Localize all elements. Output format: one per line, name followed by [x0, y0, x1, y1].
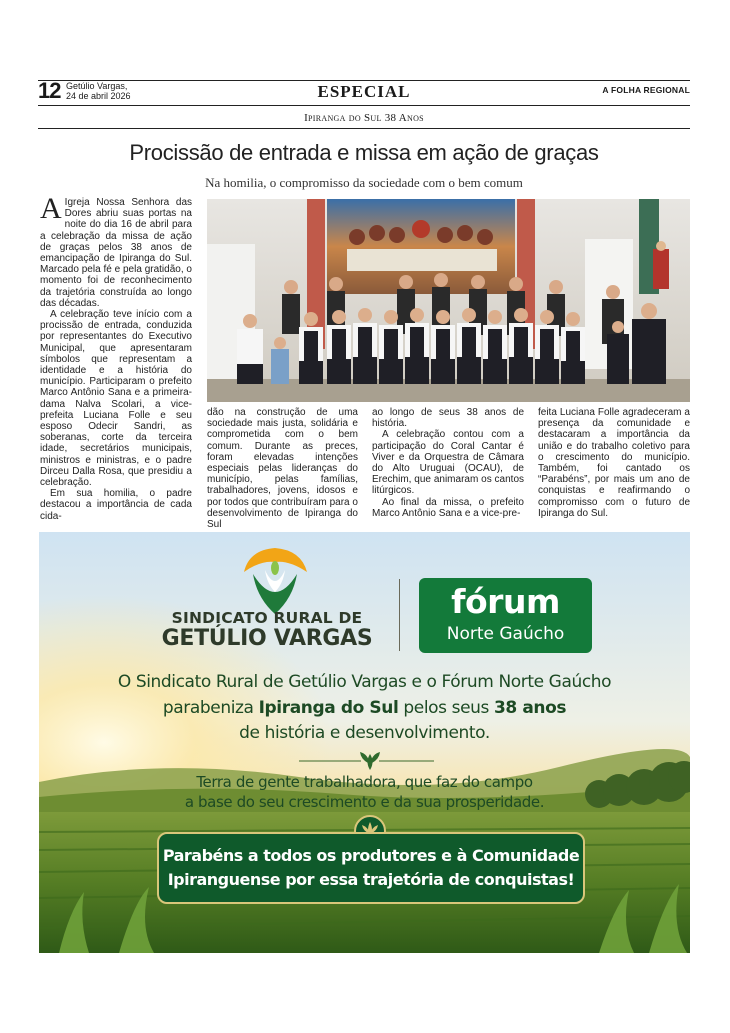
- article-column-4: [538, 407, 690, 519]
- paragraph: A celebração contou com a participação do Coral Cantar é Viver e da Orquestra de Câmara do Alto Uruguai (OCAU), de Erechim, que animaram os cantos litúrgicos.: [372, 429, 524, 497]
- article-subheadline: Na homilia, o compromisso da sociedade com o bem comum: [205, 175, 523, 190]
- sindicato-name-line2: GETÚLIO VARGAS: [161, 626, 373, 651]
- ad-congratulations-banner: [157, 832, 585, 904]
- newspaper-name: A FOLHA REGIONAL: [602, 85, 690, 95]
- article-column-1: [40, 192, 192, 522]
- page-header: [38, 80, 690, 104]
- article-headline: Procissão de entrada e missa em ação de graças: [129, 140, 599, 165]
- ad-text-line2: parabeniza Ipiranga do Sul pelos seus 38 anos: [162, 698, 567, 718]
- ad-text-line1: O Sindicato Rural de Getúlio Vargas e o Fórum Norte Gaúcho: [117, 672, 612, 692]
- paragraph: ao longo de seus 38 anos de história.: [372, 407, 524, 430]
- paragraph: dão na construção de uma sociedade mais justa, solidária e comprometida com o bem comum. Durante as preces, foram elevadas intenções especiais pelas lideranças do município, pelas famílias, trabalhadores, jovens, idosos e por todos que contribuíram para o desenvolvimento de Ipiranga do Sul: [207, 407, 358, 531]
- ad-text-line5: a base do seu crescimento e da sua prosperidade.: [184, 793, 545, 811]
- paragraph: Em sua homilia, o padre destacou a importância de cada cida-: [40, 488, 192, 522]
- paragraph: A celebração teve início com a procissão de entrada, conduzida por representantes do Executivo Municipal, que apresentaram símbolos que representam a identidade e a história do município. Participaram o prefeito Marco Antônio Sana e a primeira-dama Nalva Scolari, a vice-prefeita Luciana Folle e seu esposo Odecir Sandri, as soberanas, corte da terceira idade, secretários municipais, ministros e ministras, e o padre Dirceu Dalla Rosa, que presidiu a celebração.: [40, 309, 192, 489]
- subsection-title: Ipiranga do Sul 38 Anos: [304, 112, 424, 124]
- paragraph: feita Luciana Folle agradeceram a presença da comunidade e destacaram a importância da união e do trabalho coletivo para o crescimento do município. Também, foi cantado os “Parabéns”, por mais um ano de conquistas e reafirmando o compromisso com o futuro de Ipiranga do Sul.: [538, 407, 690, 519]
- banner-line2: Ipiranguense por essa trajetória de conquistas!: [167, 870, 575, 889]
- forum-logo: [419, 578, 592, 653]
- advertisement-sindicato-forum: [39, 532, 690, 953]
- header-date: 24 de abril 2026: [66, 91, 131, 101]
- article-column-2: [207, 407, 358, 530]
- logo-divider: [399, 579, 400, 651]
- paragraph: A Igreja Nossa Senhora das Dores abriu suas portas na noite do dia 16 de abril para a celebração da missa de ação de graças pelos 38 anos de emancipação de Ipiranga do Sul. Marcado pela fé e pela gratidão, o momento foi de reconhecimento da trajetória construída ao longo das décadas.: [40, 192, 192, 309]
- ad-text-line3: de história e desenvolvimento.: [239, 723, 490, 743]
- page-number: 12: [38, 78, 61, 103]
- church-group-photo: [207, 199, 690, 402]
- subsection-rule: [38, 128, 690, 129]
- forum-logo-line1: fórum: [451, 582, 560, 621]
- article-column-3: [372, 407, 524, 519]
- sindicato-name-line1: SINDICATO RURAL DE: [171, 609, 363, 627]
- photo-illustration: [207, 199, 690, 402]
- drop-cap: A: [40, 192, 62, 225]
- paragraph: Ao final da missa, o prefeito Marco Antônio Sana e a vice-pre-: [372, 496, 524, 519]
- ad-text-line4: Terra de gente trabalhadora, que faz do campo: [196, 773, 533, 791]
- forum-logo-line2: Norte Gaúcho: [446, 624, 565, 644]
- section-title: ESPECIAL: [317, 82, 411, 101]
- header-bottom-rule: [38, 105, 690, 106]
- header-place: Getúlio Vargas,: [66, 81, 128, 91]
- banner-line1: Parabéns a todos os produtores e à Comunidade: [162, 846, 580, 865]
